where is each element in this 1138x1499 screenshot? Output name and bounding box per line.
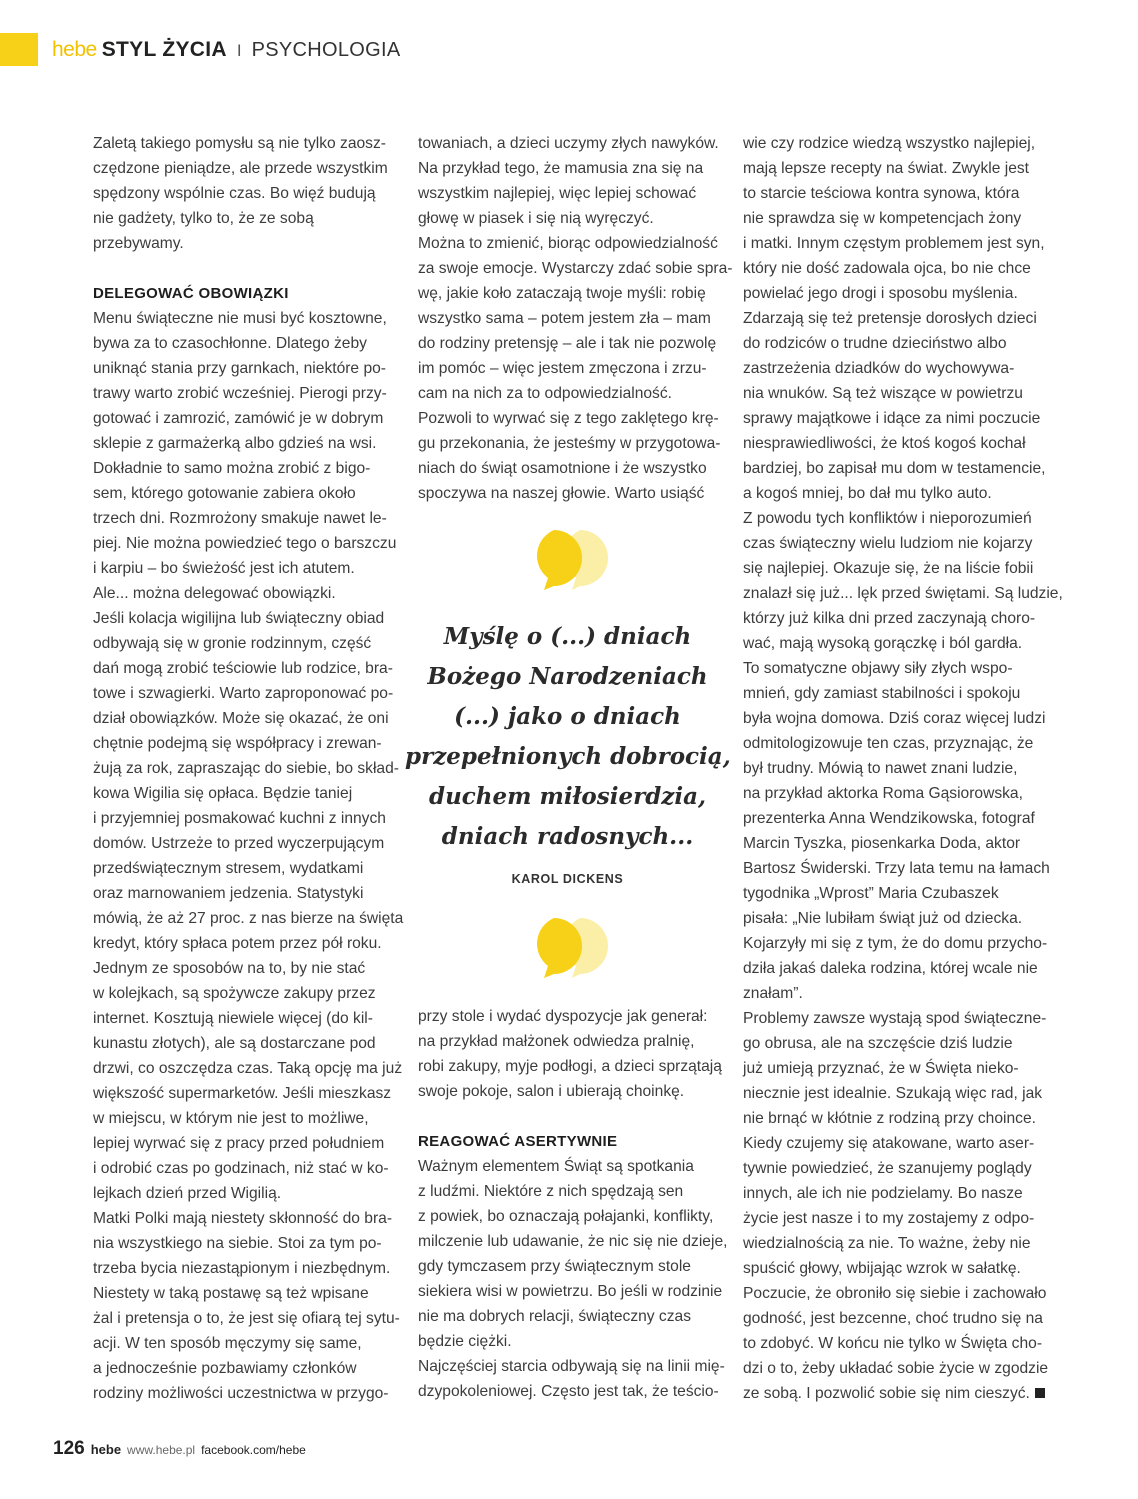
- text-line: Dokładnie to samo można zrobić z bigo-: [93, 460, 371, 477]
- text-line: którzy już kilka dni przed zaczynają choro-: [743, 610, 1036, 627]
- text-line: odbywają się w gronie rodzinnym, część: [93, 635, 372, 652]
- text-line: głowę w piasek i się nią wyręczyć.: [418, 210, 654, 227]
- quote-mark-icon: [524, 526, 612, 590]
- text-line: lepiej wyrwać się z pracy przed południem: [93, 1135, 385, 1152]
- text-line: z powiek, bo oznaczają połajanki, konflikty,: [418, 1208, 714, 1225]
- text-line: Problemy zawsze wystają spod świąteczne-: [743, 1010, 1047, 1027]
- text-line: godność, jest bezcenne, choć trudno się na: [743, 1310, 1043, 1327]
- text-line: prezenterka Anna Wendzikowska, fotograf: [743, 810, 1035, 827]
- text-line: za swoje emocje. Wystarczy zdać sobie spra-: [418, 260, 733, 277]
- column2-body: [418, 1154, 728, 1404]
- text-line: Kojarzyły mi się z tym, że do domu przycho-: [743, 935, 1048, 952]
- article-column-2-top: [418, 131, 733, 506]
- text-line: Myślę o (...) dniach: [443, 623, 692, 650]
- column3-text: [743, 131, 1063, 1406]
- text-line: w kolejkach, są spożywcze zakupy przez: [93, 985, 376, 1002]
- text-line: spoczywa na naszej głowie. Warto usiąść: [418, 485, 705, 502]
- text-line: czędzone pieniądze, ale przede wszystkim: [93, 160, 388, 177]
- text-line: mają lepsze recepty na świat. Zwykle jest: [743, 160, 1029, 177]
- text-line: trzech dni. Rozmrożony smakuje nawet le-: [93, 510, 387, 527]
- text-line: tywnie powiedzieć, że szanujemy poglądy: [743, 1160, 1032, 1177]
- header-separator: I: [236, 41, 242, 60]
- text-line: spędzony wspólnie czas. Bo więź budują: [93, 185, 376, 202]
- text-line: kredyt, który spłaca potem przez pół roku.: [93, 935, 382, 952]
- text-line: domów. Ustrzeże to przed wyczerpującym: [93, 835, 385, 852]
- text-line: w miejscu, w którym nie jest to możliwe,: [93, 1110, 369, 1127]
- text-line: Pozwoli to wyrwać się z tego zaklętego krę-: [418, 410, 719, 427]
- text-line: nie gadżety, tylko to, że ze sobą: [93, 210, 314, 227]
- text-line: im pomóc – więc jestem zmęczona i zrzu-: [418, 360, 707, 377]
- text-line: Niestety w taką postawę są też wpisane: [93, 1285, 369, 1302]
- header-section: STYL ŻYCIA: [101, 38, 227, 61]
- text-line: przebywamy.: [93, 235, 184, 252]
- text-line: będzie ciężki.: [418, 1333, 512, 1350]
- text-line: znałam”.: [743, 985, 803, 1002]
- text-line: gotować i zamrozić, zamówić je w dobrym: [93, 410, 384, 427]
- text-line: Ważnym elementem Świąt są spotkania: [418, 1158, 694, 1175]
- text-line: bardziej, bo zapisał mu dom w testamencie,: [743, 460, 1046, 477]
- text-line: to zdobyć. W końcu nie tylko w Święta cho-: [743, 1335, 1043, 1352]
- text-line: dział obowiązków. Może się okazać, że oni: [93, 710, 389, 727]
- text-line: robi zakupy, myje podłogi, a dzieci sprzątają: [418, 1058, 722, 1075]
- text-line: to starcie teściowa kontra synowa, która: [743, 185, 1020, 202]
- column2-top-text: [418, 131, 733, 506]
- text-line: do rodziny pretensję – ale i tak nie pozwolę: [418, 335, 717, 352]
- text-line: który nie dość zadowala ojca, bo nie chce: [743, 260, 1031, 277]
- text-line: i odrobić czas po godzinach, niż stać w ko-: [93, 1160, 389, 1177]
- footer-brand: hebe: [90, 1442, 122, 1457]
- text-line: się najlepiej. Okazuje się, że na liście fobii: [743, 560, 1034, 577]
- page-header: [52, 38, 400, 68]
- text-line: Zdarzają się też pretensje dorosłych dzieci: [743, 310, 1037, 327]
- text-line: Można to zmienić, biorąc odpowiedzialność: [418, 235, 718, 252]
- text-line: większość supermarketów. Jeśli mieszkasz: [93, 1085, 392, 1102]
- text-line: był trudny. Mówią to nawet znani ludzie,: [743, 760, 1018, 777]
- text-line: sklepie z garmażerką albo gdzieś na wsi.: [93, 435, 377, 452]
- section-heading-delegowac: DELEGOWAĆ OBOWIĄZKI: [93, 285, 289, 302]
- section-heading-reagowac: REAGOWAĆ ASERTYWNIE: [418, 1133, 618, 1150]
- text-line: go obrusa, ale na szczęście dziś ludzie: [743, 1035, 1013, 1052]
- text-line: Kiedy czujemy się atakowane, warto aser-: [743, 1135, 1035, 1152]
- text-line: życie jest nasze i to my zostajemy z odpo-: [743, 1210, 1035, 1227]
- text-line: pisała: „Nie lubiłam świąt już od dziecka.: [743, 910, 1023, 927]
- page-number: 126: [53, 1438, 85, 1459]
- footer-facebook[interactable]: facebook.com/hebe: [201, 1443, 306, 1457]
- text-line: już umieją przyznać, że w Święta nieko-: [743, 1060, 1019, 1077]
- text-line: wiedzialnością za nie. To ważne, żeby nie: [743, 1235, 1031, 1252]
- text-line: i przyjemniej posmakować kuchni z innych: [93, 810, 386, 827]
- text-line: innych, ale ich nie podzielamy. Bo nasze: [743, 1185, 1023, 1202]
- text-line: siekiera wisi w powietrzu. Bo jeśli w rodzinie: [418, 1283, 723, 1300]
- text-line: internet. Kosztują niewiele więcej (do kil-: [93, 1010, 373, 1027]
- text-line: Na przykład tego, że mamusia zna się na: [418, 160, 704, 177]
- text-line: acji. W ten sposób męczymy się same,: [93, 1335, 362, 1352]
- text-line: na przykład aktorka Roma Gąsiorowska,: [743, 785, 1023, 802]
- text-line: wie czy rodzice wiedzą wszystko najlepiej,: [743, 135, 1036, 152]
- text-line: sprawy majątkowe i idące za nimi poczucie: [743, 410, 1041, 427]
- text-line: kunastu złotych), ale są dostarczane pod: [93, 1035, 376, 1052]
- text-line: (...) jako o dniach: [454, 703, 681, 730]
- footer-website[interactable]: www.hebe.pl: [127, 1443, 196, 1457]
- text-line: przedświątecznym stresem, wydatkami: [93, 860, 364, 877]
- text-line: do rodziców o trudne dzieciństwo albo: [743, 335, 1007, 352]
- text-line: czas świąteczny wielu ludziom nie kojarzy: [743, 535, 1033, 552]
- pull-quote: [405, 617, 730, 857]
- column1-body: [93, 306, 404, 1406]
- text-line: niach do świąt osamotnione i że wszystko: [418, 460, 707, 477]
- text-line: ze sobą. I pozwolić sobie się nim cieszyć.: [743, 1385, 1030, 1402]
- text-line: piej. Nie można powiedzieć tego o barszczu: [93, 535, 397, 552]
- text-line: mnień, gdy zamiast stabilności i spokoju: [743, 685, 1021, 702]
- text-line: a kogoś mniej, bo dał mu tylko auto.: [743, 485, 992, 502]
- text-line: Bożego Narodzeniach: [427, 663, 708, 690]
- text-line: towaniach, a dzieci uczymy złych nawyków.: [418, 135, 719, 152]
- text-line: dań mogą zrobić teściowie lub rodzice, bra-: [93, 660, 393, 677]
- text-line: Z powodu tych konfliktów i nieporozumień: [743, 510, 1032, 527]
- quote-author: KAROL DICKENS: [511, 872, 624, 886]
- text-line: gu przekonania, że jesteśmy w przygotowa-: [418, 435, 721, 452]
- text-line: bywa za to czasochłonne. Dlatego żeby: [93, 335, 367, 352]
- text-line: nie sprawdza się w kompetencjach żony: [743, 210, 1022, 227]
- text-line: swoje pokoje, salon i ubierają choinkę.: [418, 1083, 685, 1100]
- article-column-1: [93, 131, 404, 1406]
- text-line: Matki Polki mają niestety skłonność do bra-: [93, 1210, 393, 1227]
- text-line: przepełnionych dobrocią,: [405, 743, 731, 770]
- text-line: spuścić głowy, wbijając wzrok w sałatkę.: [743, 1260, 1021, 1277]
- text-line: towe i szwagierki. Warto zaproponować po-: [93, 685, 394, 702]
- page-footer: [53, 1438, 306, 1460]
- text-line: Bartosz Świderski. Trzy lata temu na łamach: [743, 860, 1050, 877]
- text-line: Jednym ze sposobów na to, by nie stać: [93, 960, 366, 977]
- header-accent-tab: [0, 33, 38, 66]
- text-line: kowa Wigilia się opłaca. Będzie taniej: [93, 785, 353, 802]
- text-line: Jeśli kolacja wigilijna lub świąteczny obiad: [93, 610, 385, 627]
- text-line: oraz marnowaniem jedzenia. Statystyki: [93, 885, 364, 902]
- text-line: niesprawiedliwości, że ktoś kogoś kochał: [743, 435, 1026, 452]
- text-line: Najczęściej starcia odbywają się na linii mię-: [418, 1358, 725, 1375]
- text-line: drzwi, co oszczędza czas. Taką opcję ma już: [93, 1060, 403, 1077]
- column1-intro: [93, 131, 398, 256]
- text-line: cam na nich za to odpowiedzialność.: [418, 385, 672, 402]
- header-subsection: PSYCHOLOGIA: [251, 39, 401, 61]
- text-line: Zaletą takiego pomysłu są nie tylko zaosz-: [93, 135, 386, 152]
- text-line: To somatyczne objawy siły złych wspo-: [743, 660, 1013, 677]
- text-line: mówią, że aż 27 proc. z nas bierze na święta: [93, 910, 404, 927]
- article-column-2-bottom: [418, 1004, 728, 1404]
- text-line: nie ma dobrych relacji, świąteczny czas: [418, 1308, 691, 1325]
- text-line: dzypokoleniowej. Często jest tak, że teścio-: [418, 1383, 719, 1400]
- text-line: wszystko sama – potem jestem zła – mam: [418, 310, 711, 327]
- text-line: Poczucie, że obroniło się siebie i zachowało: [743, 1285, 1047, 1302]
- header-brand: hebe: [52, 38, 97, 61]
- text-line: dziła jakaś daleka rodzina, której wcale nie: [743, 960, 1038, 977]
- text-line: wszystkim najlepiej, więc lepiej schować: [418, 185, 697, 202]
- text-line: nie brnąć w kłótnie z rodziną przy choince.: [743, 1110, 1036, 1127]
- article-end-mark: [1035, 1388, 1045, 1398]
- text-line: wę, jakie koło zataczają twoje myśli: robię: [418, 285, 706, 302]
- text-line: żal i pretensja o to, że jest się ofiarą tej sytu-: [93, 1310, 400, 1327]
- article-column-3: [743, 131, 1063, 1406]
- text-line: duchem miłosierdzia,: [429, 783, 706, 810]
- text-line: a jednocześnie pozbawiamy członków: [93, 1360, 357, 1377]
- text-line: i matki. Innym częstym problemem jest syn,: [743, 235, 1045, 252]
- column2-bottom-text: [418, 1004, 723, 1104]
- text-line: żują za rok, zapraszając do siebie, bo skład-: [93, 760, 399, 777]
- text-line: rodziny możliwości uczestnictwa w przygo-: [93, 1385, 389, 1402]
- text-line: i karpiu – bo świeżość jest ich atutem.: [93, 560, 355, 577]
- quote-mark-bottom-icon: [524, 914, 612, 978]
- text-line: chętnie podejmą się współpracy i zrewan-: [93, 735, 382, 752]
- text-line: na przykład małżonek odwiedza pralnię,: [418, 1033, 695, 1050]
- text-line: odmitologizowuje ten czas, przyznając, że: [743, 735, 1034, 752]
- text-line: wać, mają wysoką gorączkę i ból gardła.: [743, 635, 1023, 652]
- text-line: dzi o to, żeby układać sobie życie w zgodzie: [743, 1360, 1049, 1377]
- text-line: niecznie jest idealnie. Szukają więc rad, jak: [743, 1085, 1043, 1102]
- text-line: gdy tymczasem przy świątecznym stole: [418, 1258, 691, 1275]
- text-line: powielać jego drogi i sposobu myślenia.: [743, 285, 1018, 302]
- text-line: przy stole i wydać dyspozycje jak generał:: [418, 1008, 708, 1025]
- text-line: Marcin Tyszka, piosenkarka Doda, aktor: [743, 835, 1021, 852]
- text-line: uniknąć stania przy garnkach, niektóre po-: [93, 360, 386, 377]
- text-line: Ale... można delegować obowiązki.: [93, 585, 336, 602]
- text-line: z ludźmi. Niektóre z nich spędzają sen: [418, 1183, 684, 1200]
- text-line: dniach radosnych...: [441, 823, 694, 850]
- text-line: trzeba bycia niezastąpionym i niezbędnym.: [93, 1260, 391, 1277]
- text-line: nia wnuków. Są też wiszące w powietrzu: [743, 385, 1023, 402]
- text-line: zastrzeżenia dziadków do wychowywa-: [743, 360, 1015, 377]
- text-line: sem, którego gotowanie zabiera około: [93, 485, 356, 502]
- text-line: była wojna domowa. Dziś coraz więcej ludzi: [743, 710, 1046, 727]
- text-line: Menu świąteczne nie musi być kosztowne,: [93, 310, 387, 327]
- text-line: tygodnika „Wprost” Maria Czubaszek: [743, 885, 999, 902]
- text-line: lejkach dzień przed Wigilią.: [93, 1185, 282, 1202]
- text-line: znalazł się już... lęk przed świętami. Są ludzie,: [743, 585, 1063, 602]
- text-line: trawy warto zrobić wcześniej. Pierogi przy-: [93, 385, 387, 402]
- text-line: nia wszystkiego na siebie. Stoi za tym po-: [93, 1235, 382, 1252]
- text-line: milczenie lub udawanie, że nic się nie dzieje,: [418, 1233, 728, 1250]
